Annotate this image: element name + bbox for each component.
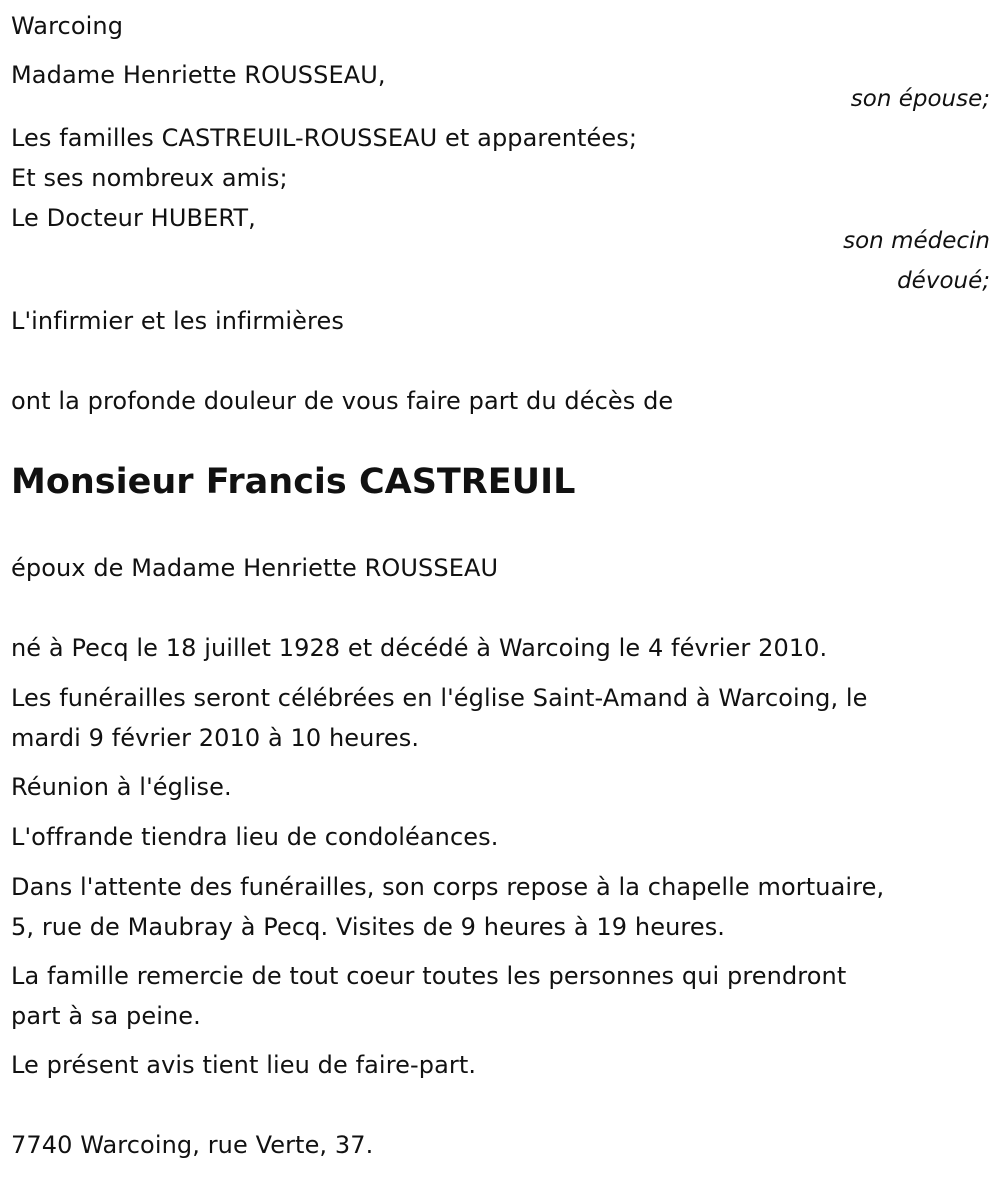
header-town: Warcoing [11, 12, 124, 40]
doctor-role-line2: dévoué; [897, 268, 990, 294]
wife-name: Madame Henriette ROUSSEAU, [11, 61, 386, 89]
doctor-name: Le Docteur HUBERT, [11, 204, 256, 232]
doctor-role-line1: son médecin [843, 228, 990, 254]
deceased-name: Monsieur Francis CASTREUIL [11, 462, 576, 502]
announcement-intro: ont la profonde douleur de vous faire part du décès de [11, 387, 674, 415]
families-line: Les familles CASTREUIL-ROUSSEAU et apparentées; [11, 124, 638, 152]
notice-line: Le présent avis tient lieu de faire-part. [11, 1051, 477, 1079]
chapel-line2: 5, rue de Maubray à Pecq. Visites de 9 heures à 19 heures. [11, 913, 726, 941]
friends-line: Et ses nombreux amis; [11, 164, 288, 192]
chapel-line1: Dans l'attente des funérailles, son corps repose à la chapelle mortuaire, [11, 873, 885, 901]
thanks-line2: part à sa peine. [11, 1002, 201, 1030]
funeral-line1: Les funérailles seront célébrées en l'église Saint-Amand à Warcoing, le [11, 684, 868, 712]
nurses-line: L'infirmier et les infirmières [11, 307, 344, 335]
funeral-line2: mardi 9 février 2010 à 10 heures. [11, 724, 420, 752]
thanks-line1: La famille remercie de tout coeur toutes les personnes qui prendront [11, 962, 847, 990]
footer-address: 7740 Warcoing, rue Verte, 37. [11, 1131, 374, 1159]
wife-role: son épouse; [850, 86, 990, 112]
meeting-line: Réunion à l'église. [11, 773, 232, 801]
spouse-line: époux de Madame Henriette ROUSSEAU [11, 554, 499, 582]
offering-line: L'offrande tiendra lieu de condoléances. [11, 823, 499, 851]
birth-death-line: né à Pecq le 18 juillet 1928 et décédé à Warcoing le 4 février 2010. [11, 634, 828, 662]
